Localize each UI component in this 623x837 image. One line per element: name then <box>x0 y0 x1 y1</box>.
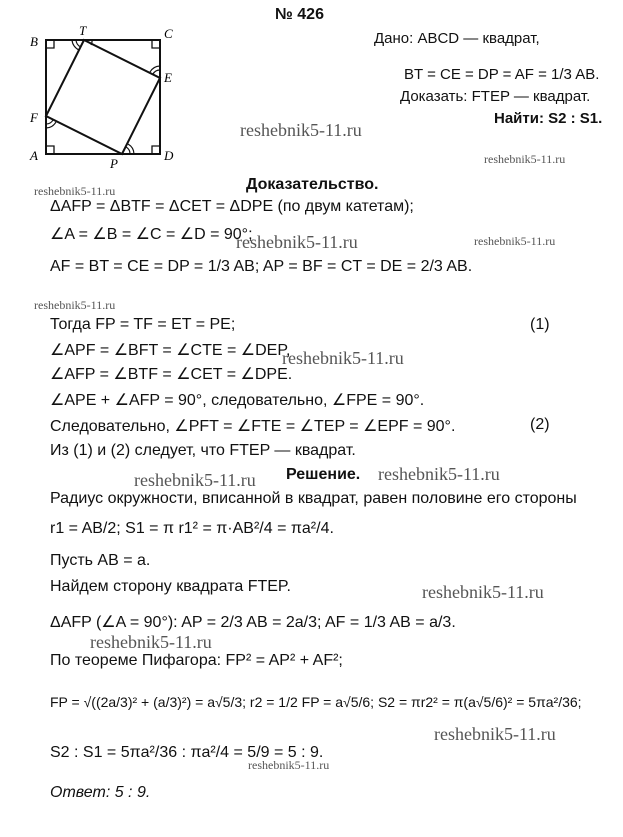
label-D: D <box>164 148 174 163</box>
watermark: reshebnik5-11.ru <box>282 348 404 368</box>
solution-line-7: FP = √((2a/3)² + (a/3)²) = a√5/3; r2 = 1/2 FP = a√5/6; S2 = πr2² = π(a√5/6)² = 5πa²/36; <box>50 694 582 710</box>
proof-line-7: ∠APE + ∠AFP = 90°, следовательно, ∠FPE = 90°. <box>50 392 425 409</box>
outer-square <box>46 40 160 154</box>
solution-line-2: r1 = AB/2; S1 = π r1² = π·AB²/4 = πa²/4. <box>50 520 334 537</box>
answer-line: Ответ: 5 : 9. <box>50 784 151 801</box>
solution-line-3: Пусть AB = a. <box>50 552 151 569</box>
label-A: A <box>30 148 38 163</box>
proof-line-2: ∠A = ∠B = ∠C = ∠D = 90°; <box>50 226 253 243</box>
watermark: reshebnik5-11.ru <box>474 234 556 248</box>
label-B: B <box>30 34 38 49</box>
proof-line-5: ∠APF = ∠BFT = ∠CTE = ∠DEP, <box>50 342 291 359</box>
square-figure <box>28 26 178 172</box>
watermark: reshebnik5-11.ru <box>90 632 212 652</box>
proof-line-8: Следовательно, ∠PFT = ∠FTE = ∠TEP = ∠EPF = 90°. <box>50 418 456 435</box>
problem-number: № 426 <box>275 6 324 23</box>
label-T: T <box>79 26 87 38</box>
equation-number-1: (1) <box>530 316 550 333</box>
watermark: reshebnik5-11.ru <box>484 152 566 166</box>
given-line-4: Найти: S2 : S1. <box>494 110 603 127</box>
label-C: C <box>164 26 173 41</box>
proof-line-4: Тогда FP = TF = ET = PE; <box>50 316 236 333</box>
solution-heading: Решение. <box>286 466 361 483</box>
given-line-2: BT = CE = DP = AF = 1/3 AB. <box>404 66 600 83</box>
watermark: reshebnik5-11.ru <box>134 470 256 490</box>
watermark: reshebnik5-11.ru <box>248 758 330 772</box>
equation-number-2: (2) <box>530 416 550 433</box>
solution-line-8: S2 : S1 = 5πa²/36 : πa²/4 = 5/9 = 5 : 9. <box>50 744 324 761</box>
given-line-1: Дано: ABCD — квадрат, <box>374 30 540 47</box>
proof-line-3: AF = BT = CE = DP = 1/3 AB; AP = BF = CT = DE = 2/3 AB. <box>50 258 473 275</box>
label-F: F <box>30 110 38 125</box>
solution-line-4: Найдем сторону квадрата FTEP. <box>50 578 291 595</box>
watermark: reshebnik5-11.ru <box>240 120 362 140</box>
label-P: P <box>110 156 118 171</box>
proof-line-1: ΔAFP = ΔBTF = ΔCET = ΔDPE (по двум катетам); <box>50 198 414 215</box>
given-line-3: Доказать: FTEP — квадрат. <box>400 88 591 105</box>
watermark: reshebnik5-11.ru <box>434 724 556 744</box>
proof-line-9: Из (1) и (2) следует, что FTEP — квадрат. <box>50 442 356 459</box>
solution-line-5: ΔAFP (∠A = 90°): AP = 2/3 AB = 2a/3; AF = 1/3 AB = a/3. <box>50 614 456 631</box>
proof-heading: Доказательство. <box>246 176 379 193</box>
proof-line-6: ∠AFP = ∠BTF = ∠CET = ∠DPE. <box>50 366 293 383</box>
watermark: reshebnik5-11.ru <box>34 298 116 312</box>
solution-line-1: Радиус окружности, вписанной в квадрат, равен половине его стороны <box>50 490 577 507</box>
watermark: reshebnik5-11.ru <box>236 232 358 252</box>
watermark: reshebnik5-11.ru <box>378 464 500 484</box>
inner-square <box>46 40 160 154</box>
solution-line-6: По теореме Пифагора: FP² = AP² + AF²; <box>50 652 343 669</box>
watermark: reshebnik5-11.ru <box>34 184 116 198</box>
label-E: E <box>164 70 172 85</box>
watermark: reshebnik5-11.ru <box>422 582 544 602</box>
